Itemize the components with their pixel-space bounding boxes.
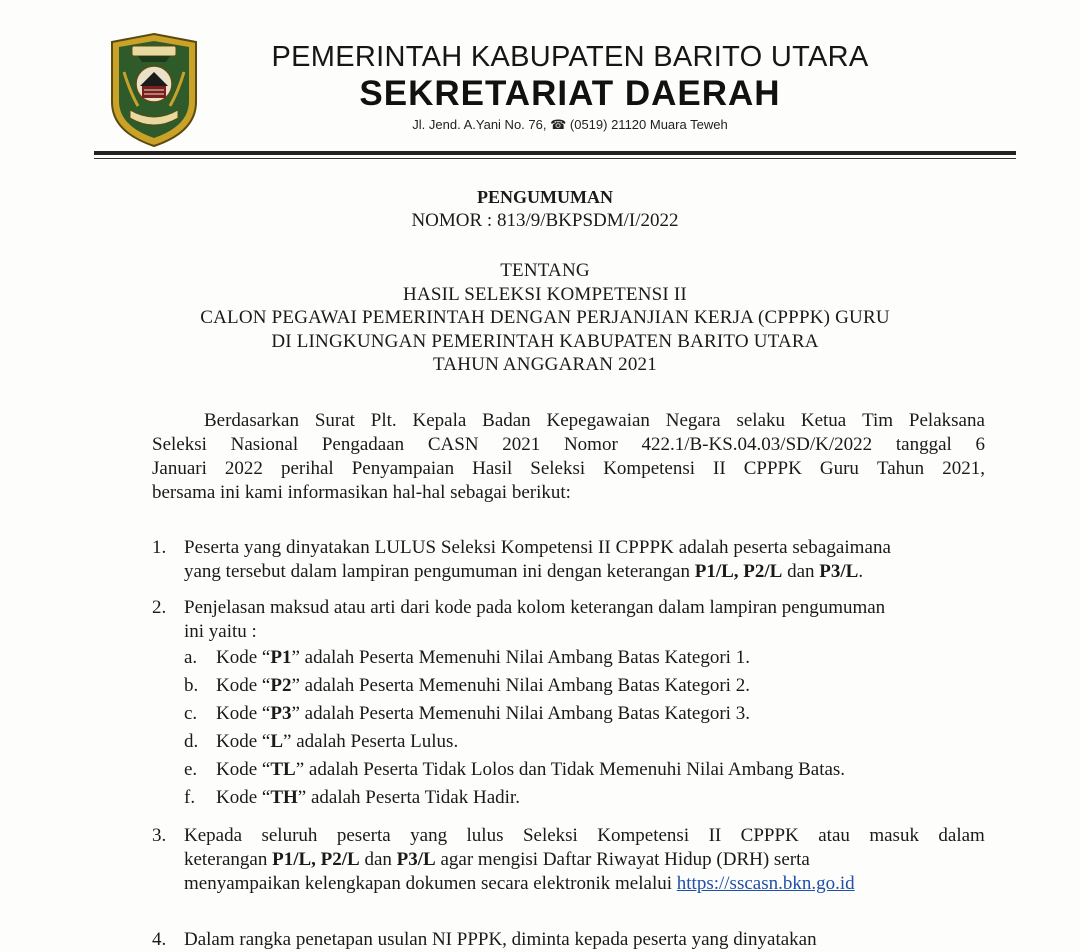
item-line [184,848,985,872]
list-number: 1. [152,537,167,558]
item-text: ” adalah Peserta Memenuhi Nilai Ambang Batas Kategori 2. [291,675,750,696]
item-text: Kode “ [216,675,271,696]
sscasn-link[interactable]: https://sscasn.bkn.go.id [676,873,855,894]
item-text: dan [359,849,397,870]
item-text: ” adalah Peserta Tidak Hadir. [297,787,520,808]
code-bold: TL [270,759,296,780]
list-item [152,824,985,896]
item-line: Kepada seluruh peserta yang lulus Seleksi Kompetensi II CPPPK atau masuk dalam [184,825,985,846]
list-item [152,536,985,584]
subject-line: TENTANG [500,260,590,281]
office-address: Jl. Jend. A.Yani No. 76, ☎ (0519) 21120 Muara Teweh [412,117,728,132]
item-line: Peserta yang dinyatakan LULUS Seleksi Kompetensi II CPPPK adalah peserta sebagaimana [184,537,892,558]
item-text: Kode “ [216,731,271,752]
item-text: agar mengisi Daftar Riwayat Hidup (DRH) serta [435,849,810,870]
item-text: Kode “ [216,647,271,668]
code-bold: TH [270,787,298,808]
subject-line: DI LINGKUNGAN PEMERINTAH KABUPATEN BARITO UTARA [271,330,819,352]
sub-letter: c. [184,703,198,724]
item-text: menyampaikan kelengkapan dokumen secara elektronik melalui [184,873,677,894]
letterhead-text [220,40,920,134]
sub-letter: e. [184,759,198,780]
sub-item [184,728,985,756]
code-bold: P3/L [819,561,859,582]
sub-letter: b. [184,675,199,696]
item-text: Kode “ [216,759,271,780]
sub-letter: f. [184,787,196,808]
item-text: keterangan [184,849,273,870]
sub-item [184,672,985,700]
code-bold: P2 [270,675,292,696]
sub-item [184,756,985,784]
sub-letter: a. [184,647,198,668]
code-bold: P3 [270,703,292,724]
announcement-title: PENGUMUMAN [477,187,613,207]
list-number: 3. [152,825,167,846]
sub-letter: d. [184,731,199,752]
item-text: ” adalah Peserta Tidak Lolos dan Tidak Memenuhi Nilai Ambang Batas. [295,759,846,780]
cut-off-item-4 [152,928,985,950]
coat-of-arms-emblem-icon [108,32,200,148]
office-name: SEKRETARIAT DAERAH [359,74,781,113]
item-line [184,560,985,584]
list-number: 2. [152,597,167,618]
intro-line: Seleksi Nasional Pengadaan CASN 2021 Nomor 422.1/B-KS.04.03/SD/K/2022 tanggal 6 [152,434,985,455]
announcement-heading [90,186,1000,232]
list-item [152,596,985,812]
item-text: dan [782,561,820,582]
item-line: Dalam rangka penetapan usulan NI PPPK, diminta kepada peserta yang dinyatakan [184,929,817,950]
item-text: Kode “ [216,703,271,724]
code-bold: P1/L, P2/L [272,849,360,870]
item-text: ” adalah Peserta Memenuhi Nilai Ambang Batas Kategori 1. [291,647,750,668]
intro-line: Berdasarkan Surat Plt. Kepala Badan Kepegawaian Negara selaku Ketua Tim Pelaksana [204,410,985,431]
item-line [184,872,985,896]
item-text: ” adalah Peserta Lulus. [283,731,459,752]
intro-paragraph [152,409,985,505]
subject-line: CALON PEGAWAI PEMERINTAH DENGAN PERJANJIAN KERJA (CPPPK) GURU [200,307,890,328]
letterhead [0,0,1080,165]
announcement-subject [90,259,1000,377]
sub-item [184,644,985,672]
item-text: yang tersebut dalam lampiran pengumuman ini dengan keterangan [184,561,695,582]
code-bold: P1 [270,647,292,668]
subject-line: TAHUN ANGGARAN 2021 [433,354,657,375]
numbered-list [152,536,985,908]
sub-item [184,784,985,812]
item-text: ” adalah Peserta Memenuhi Nilai Ambang Batas Kategori 3. [291,703,750,724]
item-text: Kode “ [216,787,271,808]
intro-line: bersama ini kami informasikan hal-hal sebagai berikut: [152,482,571,503]
item-text: . [858,561,864,582]
list-number: 4. [152,929,167,950]
letterhead-divider-thick [94,151,1016,155]
letterhead-divider-thin [94,158,1016,159]
sub-item [184,700,985,728]
announcement-number: NOMOR : 813/9/BKPSDM/I/2022 [411,210,679,231]
item-line: Penjelasan maksud atau arti dari kode pada kolom keterangan dalam lampiran pengumuman [184,597,886,618]
code-bold: P1/L, P2/L [694,561,783,582]
intro-line: Januari 2022 perihal Penyampaian Hasil Seleksi Kompetensi II CPPPK Guru Tahun 2021, [152,458,985,479]
item-line: ini yaitu : [184,621,257,642]
code-bold: P3/L [396,849,436,870]
government-name: PEMERINTAH KABUPATEN BARITO UTARA [271,41,869,73]
subject-line: HASIL SELEKSI KOMPETENSI II [403,283,687,305]
code-bold: L [270,731,284,752]
